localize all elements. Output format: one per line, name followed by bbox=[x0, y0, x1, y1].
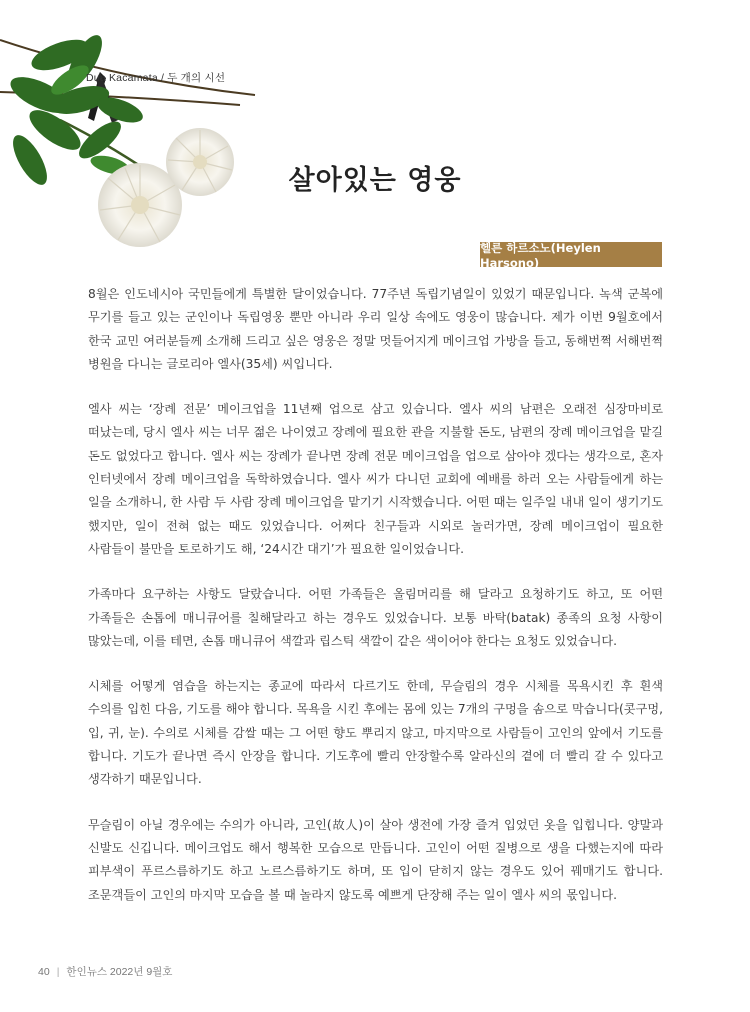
paragraph: 엘사 씨는 ‘장례 전문’ 메이크업을 11년째 업으로 삼고 있습니다. 엘사 씨의 남편은 오래전 심장마비로 떠났는데, 당시 엘사 씨는 너무 젊은 나이였고 장례에 필요한 관을 지불할 돈도, 남편의 장례 메이크업을 맡길 돈도 없었다고 합니다. 엘사 씨는 장례가 끝나면 장례 전문 메이크업을 업으로 삼아야 겠다는 생각으로, 혼자 인터넷에서 장례 메이크업을 독학하였습니다. 엘사 씨가 다니던 교회에 예배를 하러 오는 사람들에게 하는 일을 소개하니, 한 사람 두 사람 장례 메이크업을 맡기기 시작했습니다. 어떤 때는 일주일 내내 일이 생기기도 했지만, 일이 전혀 없는 때도 있었습니다. 어쩌다 친구들과 시외로 놀러가면, 장례 메이크업이 필요한 사람들이 불만을 토로하기도 해, ‘24시간 대기’가 필요한 일이었습니다. bbox=[88, 402, 663, 556]
paragraph: 가족마다 요구하는 사항도 달랐습니다. 어떤 가족들은 올림머리를 해 달라고 요청하기도 하고, 또 어떤 가족들은 손톱에 매니큐어를 칠해달라고 하는 경우도 있었습니다. 보통 바탁(batak) 종족의 요청 사항이 많았는데, 이를 테면, 손톱 매니큐어 색깔과 립스틱 색깔이 같은 색이어야 한다는 요청도 있었습니다. bbox=[88, 587, 663, 648]
article-body bbox=[88, 283, 663, 929]
section-label: Dua Kacamata / 두 개의 시선 bbox=[86, 72, 226, 84]
page-footer bbox=[38, 964, 172, 979]
paragraph: 무슬림이 아닐 경우에는 수의가 아니라, 고인(故人)이 살아 생전에 가장 즐겨 입었던 옷을 입힙니다. 양말과 신발도 신깁니다. 메이크업도 해서 행복한 모습으로 만듭니다. 고인이 어떤 질병으로 생을 다했는지에 따라 피부색이 푸르스름하기도 하고 노르스름하기도 하며, 또 입이 닫히지 않는 경우도 있어 꿰매기도 합니다. 조문객들이 고인의 마지막 모습을 볼 때 놀라지 않도록 예쁘게 단장해 주는 일이 엘사 씨의 몫입니다. bbox=[88, 817, 663, 902]
footer-separator: | bbox=[56, 966, 60, 978]
chrysanthemum-illustration bbox=[0, 0, 280, 250]
article-title: 살아있는 영웅 bbox=[288, 165, 462, 197]
publication-name: 한인뉴스 2022년 9월호 bbox=[66, 966, 173, 978]
page-number: 40 bbox=[38, 966, 50, 978]
author-badge: 헬른 하르소노(Heylen Harsono) bbox=[480, 242, 662, 267]
paragraph: 시체를 어떻게 염습을 하는지는 종교에 따라서 다르기도 한데, 무슬림의 경우 시체를 목욕시킨 후 흰색 수의를 입힌 다음, 기도를 해야 합니다. 목욕을 시킨 후에는 몸에 있는 7개의 구멍을 솜으로 막습니다(콧구멍, 입, 귀, 눈). 수의로 시체를 감쌀 때는 그 어떤 향도 뿌리지 않고, 마지막으로 사람들이 고인의 앞에서 기도를 합니다. 기도가 끝나면 즉시 안장을 합니다. 기도후에 빨리 안장할수록 알라신의 곁에 더 빨리 갈 수 있다고 생각하기 때문입니다. bbox=[88, 679, 663, 787]
paragraph: 8월은 인도네시아 국민들에게 특별한 달이었습니다. 77주년 독립기념일이 있었기 때문입니다. 녹색 군복에 무기를 들고 있는 군인이나 독립영웅 뿐만 아니라 우리 일상 속에도 영웅이 많습니다. 제가 이번 9월호에서 한국 교민 여러분들께 소개해 드리고 싶은 영웅은 정말 멋들어지게 메이크업 가방을 들고, 동해번쩍 서해번쩍 병원을 다니는 글로리아 엘사(35세) 씨입니다. bbox=[88, 287, 663, 371]
